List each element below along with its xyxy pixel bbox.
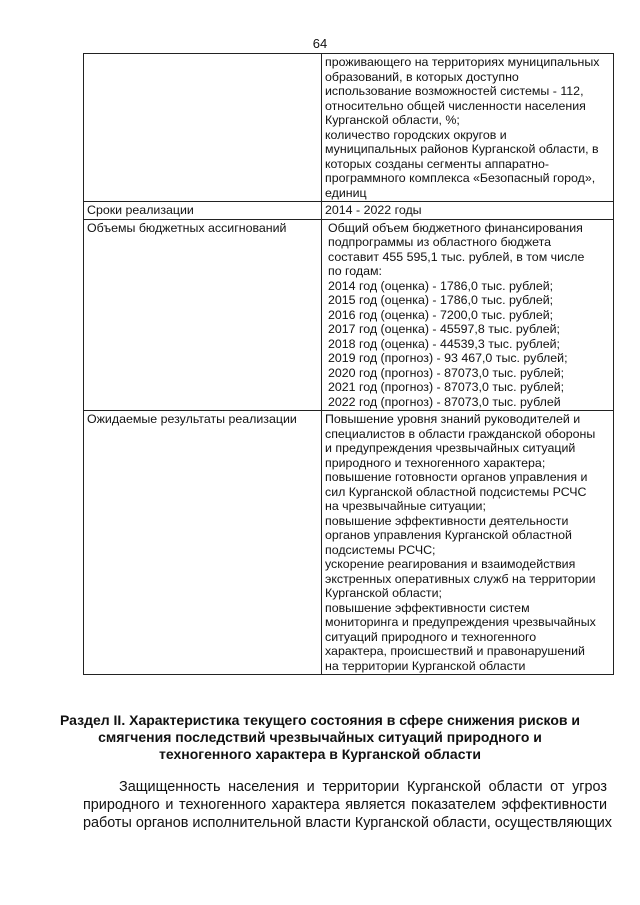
text-line: 2017 год (оценка) - 45597,8 тыс. рублей; [328,322,560,336]
row-value [322,202,614,220]
row-value [322,219,614,411]
text-line: 2014 - 2022 годы [325,203,422,217]
text-line: 2018 год (оценка) - 44539,3 тыс. рублей; [328,336,560,351]
text-line: использование возможностей системы - 112, [325,84,584,98]
text-line: по годам: [328,264,382,278]
text-line: относительно общей численности населения [325,98,586,113]
text-line: образований, в которых доступно [325,69,519,84]
heading-line: техногенного характера в Курганской области [159,746,481,762]
text-line: которых созданы сегменты аппаратно- [325,156,549,171]
row-label: Сроки реализации [84,202,322,220]
text-line: 2014 год (оценка) - 1786,0 тыс. рублей; [328,278,554,293]
heading-line: смягчения последствий чрезвычайных ситуаций природного и [98,729,542,745]
row-value [322,411,614,675]
text-line: Повышение уровня знаний руководителей и [325,412,581,426]
text-line: 2016 год (оценка) - 7200,0 тыс. рублей; [328,307,554,322]
text-line: повышение эффективности систем [325,600,530,615]
heading-line: Раздел II. Характеристика текущего состояния в сфере снижения рисков и [60,712,580,728]
text-line: экстренных оперативных служб на территории [325,571,596,586]
text-line: на чрезвычайные ситуации; [325,499,486,513]
row-label [84,54,322,202]
text-line: ситуаций природного и техногенного [325,629,537,644]
page-number: 64 [312,36,328,51]
text-line: 2015 год (оценка) - 1786,0 тыс. рублей; [328,293,554,307]
text-line: Курганской области, %; [325,113,460,127]
text-line: проживающего на территориях муниципальных [325,55,600,69]
text-line: на территории Курганской области [325,658,526,673]
text-line: 2020 год (прогноз) - 87073,0 тыс. рублей; [328,365,565,380]
text-line: органов управления Курганской областной [325,528,572,542]
text-line: мониторинга и предупреждения чрезвычайных [325,615,596,629]
text-line: 2019 год (прогноз) - 93 467,0 тыс. рублей; [328,351,568,365]
text-line: Общий объем бюджетного финансирования [328,220,583,235]
text-line: ускорение реагирования и взаимодействия [325,557,576,571]
text-line: Курганской области; [325,586,442,600]
text-line: подпрограммы из областного бюджета [328,235,552,249]
text-line: сил Курганской областной подсистемы РСЧС [325,484,587,499]
paragraph-line: работы органов исполнительной власти Курганской области, осуществляющих [83,815,612,831]
text-line: муниципальных районов Курганской области, в [325,142,599,156]
text-line: повышение готовности органов управления и [325,470,588,484]
body-paragraph [83,778,612,832]
text-line: количество городских округов и [325,127,507,142]
subprogram-passport-table [83,53,614,675]
table-row [84,202,614,220]
table-row [84,411,614,675]
table-row [84,54,614,202]
text-line: единиц [325,185,367,200]
text-line: составит 455 595,1 тыс. рублей, в том числе [328,249,585,264]
row-value [322,54,614,202]
text-line: 2021 год (прогноз) - 87073,0 тыс. рублей; [328,380,565,394]
paragraph-line: природного и техногенного характера является показателем эффективности [83,797,607,813]
paragraph-line: Защищенность населения и территории Курганской области от угроз [119,779,607,795]
text-line: природного и техногенного характера; [325,455,546,470]
text-line: подсистемы РСЧС; [325,542,436,557]
text-line: специалистов в области гражданской обороны [325,426,596,441]
text-line: программного комплекса «Безопасный город», [325,171,596,185]
row-label: Объемы бюджетных ассигнований [84,219,322,411]
section-heading [60,712,580,763]
text-line: и предупреждения чрезвычайных ситуаций [325,441,576,455]
text-line: характера, происшествий и правонарушений [325,644,585,658]
text-line: 2022 год (прогноз) - 87073,0 тыс. рублей [328,394,561,409]
table-row [84,219,614,411]
row-label: Ожидаемые результаты реализации [84,411,322,675]
text-line: повышение эффективности деятельности [325,513,569,528]
